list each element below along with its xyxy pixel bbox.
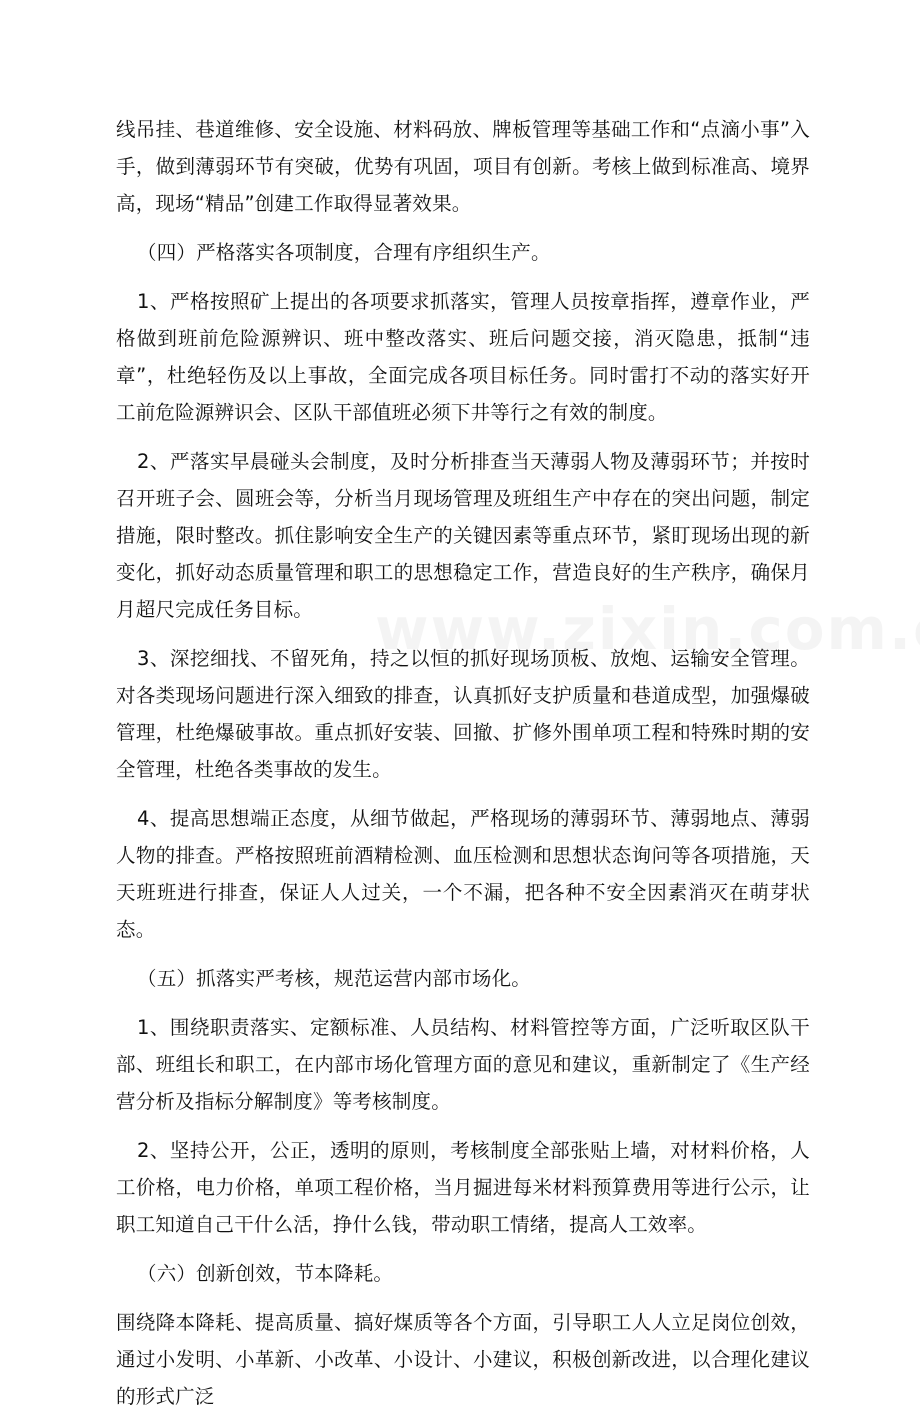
section-heading-6: （六）创新创效，节本降耗。	[137, 1262, 394, 1285]
paragraph-4-4: 4、提高思想端正态度，从细节做起，严格现场的薄弱环节、薄弱地点、薄弱人物的排查。严格按照班前酒精检测、血压检测和思想状态询问等各项措施，天天班班进行排查，保证人人过关，一个不漏，把各种不安全因素消灭在萌芽状态。	[116, 807, 810, 941]
paragraph-4-3: 3、深挖细找、不留死角，持之以恒的抓好现场顶板、放炮、运输安全管理。对各类现场问题进行深入细致的排查，认真抓好支护质量和巷道成型，加强爆破管理，杜绝爆破事故。重点抓好安装、回撤、扩修外围单项工程和特殊时期的安全管理，杜绝各类事故的发生。	[116, 647, 810, 781]
section-heading-5: （五）抓落实严考核，规范运营内部市场化。	[137, 967, 532, 990]
paragraph-6-1: 围绕降本降耗、提高质量、搞好煤质等各个方面，引导职工人人立足岗位创效，通过小发明、小革新、小改革、小设计、小建议，积极创新改进，以合理化建议的形式广泛	[116, 1311, 810, 1408]
paragraph-4-1: 1、严格按照矿上提出的各项要求抓落实，管理人员按章指挥，遵章作业，严格做到班前危险源辨识、班中整改落实、班后问题交接，消灭隐患，抵制“违章”，杜绝轻伤及以上事故，全面完成各项目标任务。同时雷打不动的落实好开工前危险源辨识会、区队干部值班必须下井等行之有效的制度。	[116, 290, 810, 424]
paragraph-5-1: 1、围绕职责落实、定额标准、人员结构、材料管控等方面，广泛听取区队干部、班组长和职工，在内部市场化管理方面的意见和建议，重新制定了《生产经营分析及指标分解制度》等考核制度。	[116, 1016, 810, 1113]
paragraph-4-2: 2、严落实早晨碰头会制度，及时分析排查当天薄弱人物及薄弱环节；并按时召开班子会、圆班会等，分析当月现场管理及班组生产中存在的突出问题，制定措施，限时整改。抓住影响安全生产的关键因素等重点环节，紧盯现场出现的新变化，抓好动态质量管理和职工的思想稳定工作，营造良好的生产秩序，确保月月超尺完成任务目标。	[116, 450, 810, 621]
section-heading-4: （四）严格落实各项制度，合理有序组织生产。	[137, 241, 551, 264]
document-body	[116, 111, 810, 1415]
paragraph-5-2: 2、坚持公开，公正，透明的原则，考核制度全部张贴上墙，对材料价格，人工价格，电力价格，单项工程价格，当月掘进每米材料预算费用等进行公示，让职工知道自己干什么活，挣什么钱，带动职工情绪，提高人工效率。	[116, 1139, 810, 1236]
paragraph-continued: 线吊挂、巷道维修、安全设施、材料码放、牌板管理等基础工作和“点滴小事”入手，做到薄弱环节有突破，优势有巩固，项目有创新。考核上做到标准高、境界高，现场“精品”创建工作取得显著效果。	[116, 118, 810, 215]
